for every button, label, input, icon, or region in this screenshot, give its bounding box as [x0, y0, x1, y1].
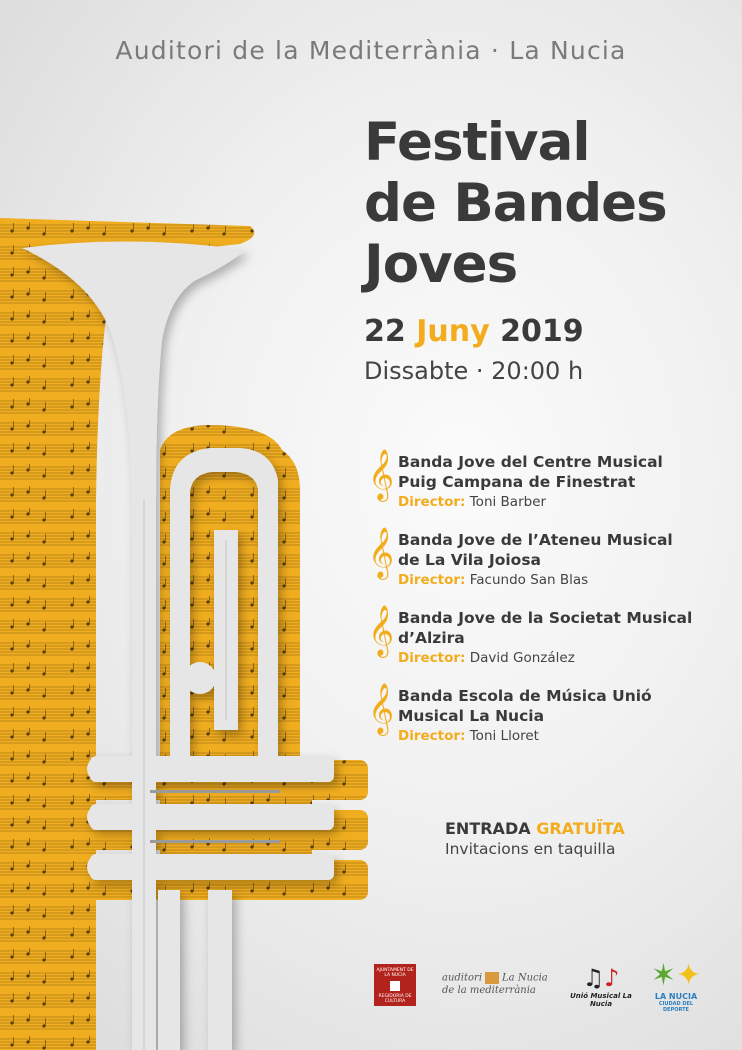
- director-name: Toni Lloret: [469, 728, 539, 744]
- festival-title: [364, 112, 734, 295]
- title-line-2: de Bandes: [364, 173, 667, 234]
- band-name-line: Puig Campana de Finestrat: [398, 473, 636, 491]
- unio-caption: Unió Musical: [570, 992, 621, 1000]
- sponsor-logos: [0, 958, 742, 1018]
- title-line-3: Joves: [364, 234, 518, 295]
- music-notes-icon: ♫♪: [582, 964, 620, 992]
- unio-caption-2: La Nucia: [589, 992, 632, 1008]
- band-item: [368, 683, 730, 764]
- band-item: [368, 527, 730, 608]
- trumpet-illustration: [0, 200, 380, 1050]
- ajuntament-emblem-icon: [390, 981, 400, 991]
- la-nucia-logo: [648, 960, 704, 1013]
- director-name: Facundo San Blas: [469, 572, 589, 588]
- entry-label: ENTRADA: [445, 819, 531, 838]
- auditori-mark-icon: [485, 972, 499, 984]
- director-label: Director:: [398, 650, 466, 666]
- band-director: [398, 726, 730, 746]
- unio-musical-logo: [566, 964, 636, 1008]
- band-item: [368, 605, 730, 686]
- band-director: [398, 648, 730, 668]
- treble-clef-icon: 𝄞: [368, 527, 395, 578]
- auditori-text-3: de la mediterrània: [442, 984, 536, 996]
- band-name-line: Banda Jove de l’Ateneu Musical: [398, 531, 673, 549]
- star-burst-icon: ✶✦: [650, 958, 702, 993]
- band-list: [368, 449, 730, 764]
- ajuntament-text-2: LA NUCIA: [384, 973, 406, 978]
- director-name: David González: [469, 650, 575, 666]
- treble-clef-icon: 𝄞: [368, 683, 395, 734]
- band-name-line: Musical La Nucia: [398, 707, 545, 725]
- event-time: Dissabte · 20:00 h: [364, 357, 584, 385]
- director-label: Director:: [398, 728, 466, 744]
- date-day: 22: [364, 314, 406, 349]
- ajuntament-text-3: REGIDORIA DE: [378, 994, 412, 999]
- ajuntament-logo: [374, 964, 416, 1006]
- entry-free: GRATUÏTA: [536, 819, 625, 838]
- auditori-text-1: auditori: [442, 972, 483, 984]
- la-nucia-name: LA NUCIA: [654, 992, 698, 1001]
- title-line-1: Festival: [364, 112, 590, 173]
- band-item: [368, 449, 730, 530]
- treble-clef-icon: 𝄞: [368, 605, 395, 656]
- band-name-line: Banda Escola de Música Unió: [398, 687, 652, 705]
- auditori-logo: [442, 972, 548, 997]
- venue-heading: Auditori de la Mediterrània · La Nucia: [115, 36, 627, 65]
- band-director: [398, 570, 730, 590]
- event-date: [364, 314, 584, 349]
- ajuntament-text-4: CULTURA: [384, 999, 406, 1004]
- band-name-line: Banda Jove de la Societat Musical: [398, 609, 693, 627]
- auditori-text-2: La Nucia: [502, 972, 548, 984]
- director-label: Director:: [398, 572, 466, 588]
- treble-clef-icon: 𝄞: [368, 449, 395, 500]
- la-nucia-tagline: CIUDAD DEL DEPORTE: [658, 1001, 694, 1013]
- entry-title: [445, 818, 625, 839]
- band-director: [398, 492, 730, 512]
- date-year: 2019: [500, 314, 584, 349]
- director-name: Toni Barber: [469, 494, 547, 510]
- entry-note: Invitacions en taquilla: [445, 840, 616, 858]
- ajuntament-text-1: AJUNTAMENT DE: [376, 968, 414, 973]
- date-month: Juny: [416, 314, 490, 349]
- director-label: Director:: [398, 494, 466, 510]
- band-name-line: Banda Jove del Centre Musical: [398, 453, 663, 471]
- entry-info: [445, 818, 625, 860]
- band-name-line: de La Vila Joiosa: [398, 551, 542, 569]
- band-name-line: d’Alzira: [398, 629, 465, 647]
